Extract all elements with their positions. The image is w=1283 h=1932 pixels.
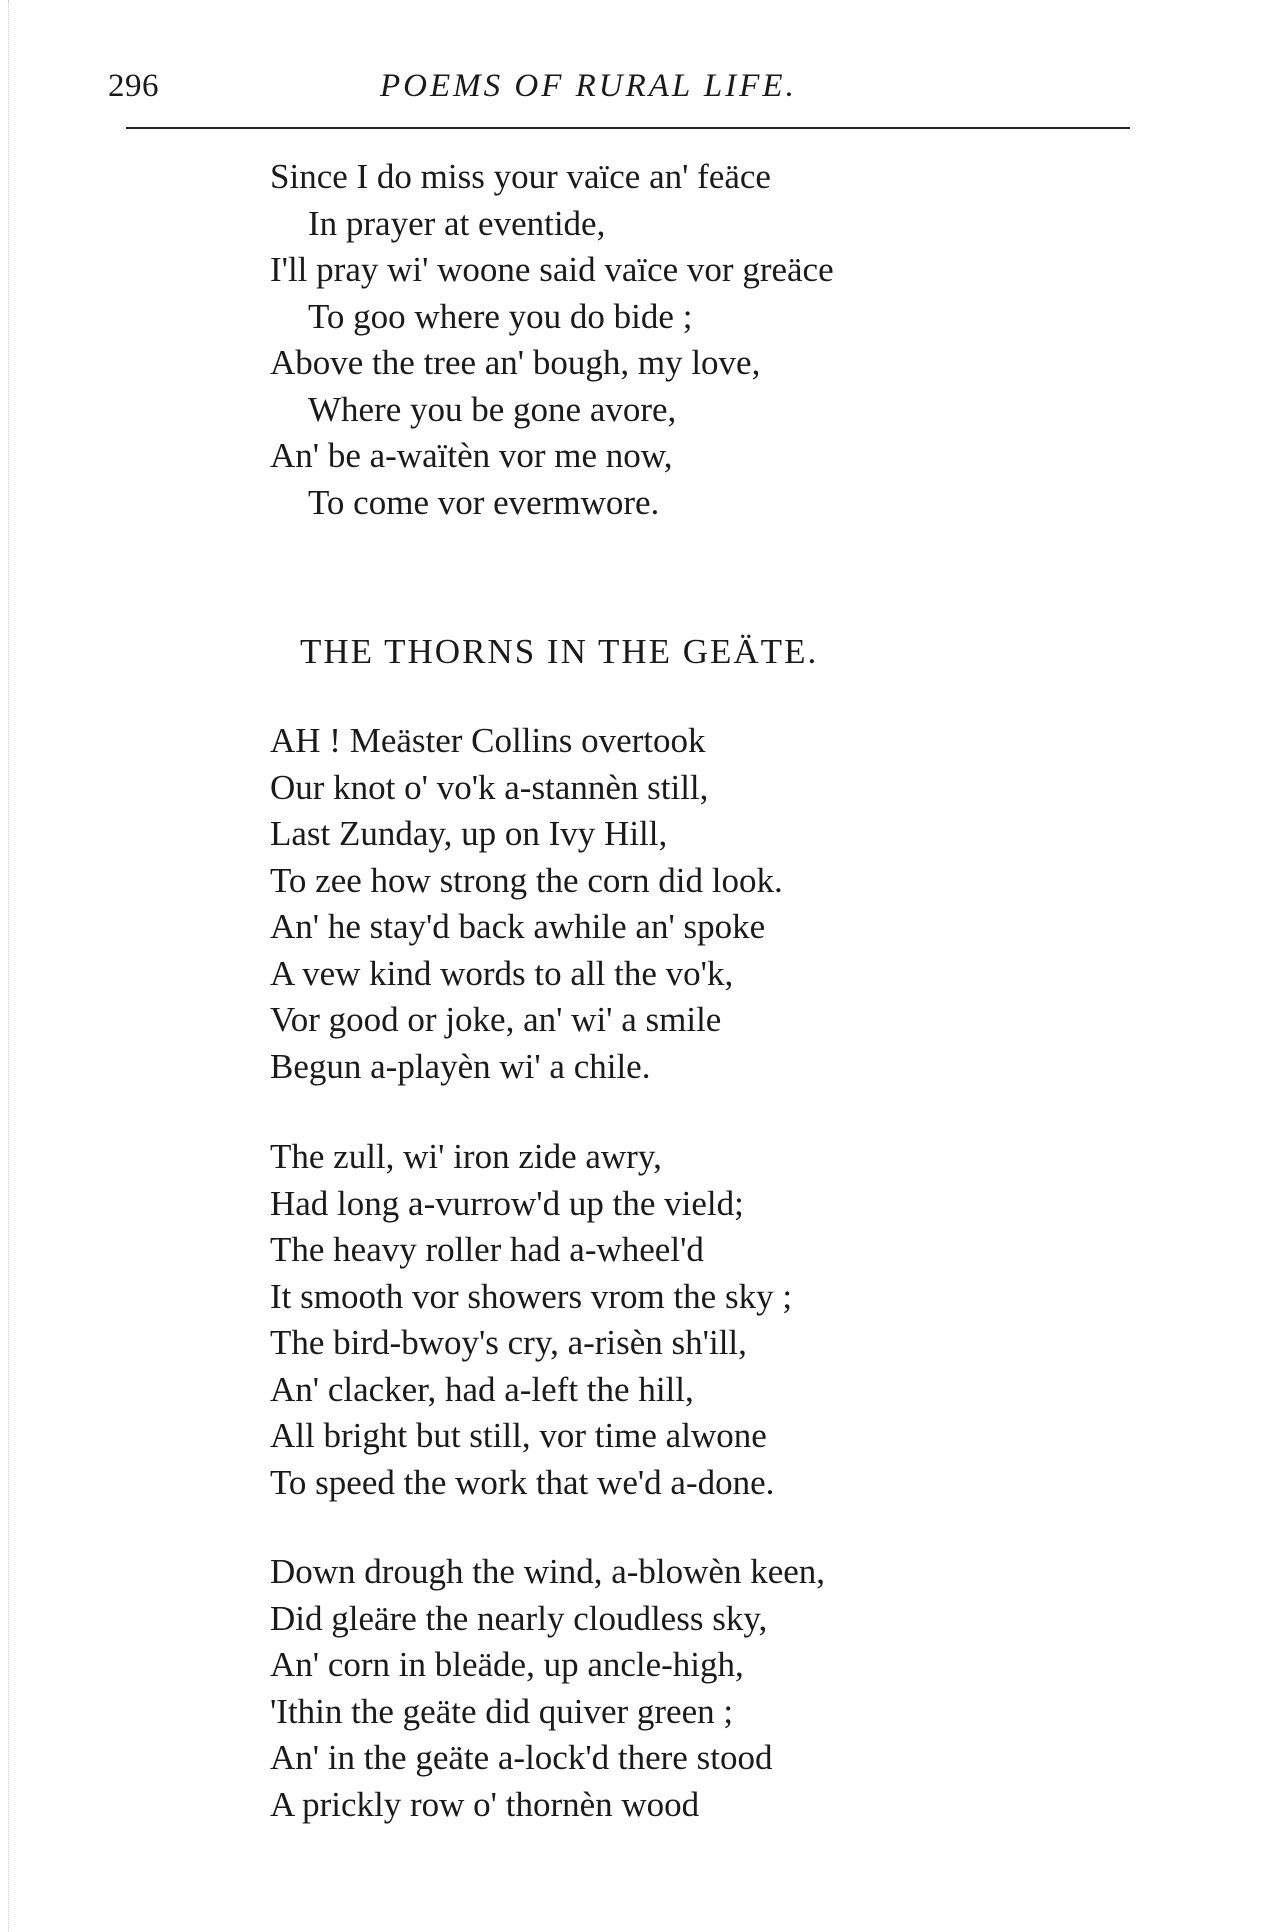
running-title: POEMS OF RURAL LIFE.: [380, 68, 797, 104]
poem-line: To zee how strong the corn did look.: [270, 860, 783, 900]
poem-line: The bird-bwoy's cry, a-risèn sh'ill,: [270, 1323, 747, 1362]
poem-line: I'll pray wi' woone said vaïce vor greäce: [270, 250, 834, 289]
poem-line: Our knot o' vo'k a-stannèn still,: [270, 767, 709, 807]
poem-line: Above the tree an' bough, my love,: [270, 343, 761, 382]
header-rule: [126, 127, 1130, 129]
poem-line: The heavy roller had a-wheel'd: [270, 1230, 704, 1269]
poem-line: Down drough the wind, a-blowèn keen,: [270, 1552, 826, 1591]
poem-line: To come vor evermwore.: [308, 482, 660, 522]
poem-line: Last Zunday, up on Ivy Hill,: [270, 814, 668, 853]
poem-line: 'Ithin the geäte did quiver green ;: [270, 1691, 734, 1731]
poem-line: Did gleäre the nearly cloudless sky,: [270, 1598, 768, 1638]
poem-line: AH ! Meäster Collins overtook: [270, 721, 706, 760]
poem-line: Vor good or joke, an' wi' a smile: [270, 1000, 722, 1039]
poem-line: To speed the work that we'd a-done.: [270, 1462, 775, 1502]
stanza-1: [270, 718, 783, 1090]
poem-line: The zull, wi' iron zide awry,: [270, 1137, 662, 1176]
stanza-previous-poem-ending: [270, 154, 834, 526]
poem-line: A prickly row o' thornèn wood: [270, 1784, 700, 1824]
poem-line: It smooth vor showers vrom the sky ;: [270, 1276, 793, 1316]
poem-line: Begun a-playèn wi' a chile.: [270, 1046, 651, 1086]
poem-line: A vew kind words to all the vo'k,: [270, 953, 734, 993]
poem-line: An' clacker, had a-left the hill,: [270, 1369, 694, 1409]
page-number: 296: [108, 68, 159, 104]
poem-line: An' in the geäte a-lock'd there stood: [270, 1738, 773, 1777]
poem-line: In prayer at eventide,: [308, 203, 606, 243]
poem-line: An' he stay'd back awhile an' spoke: [270, 907, 766, 946]
poem-line: Where you be gone avore,: [308, 389, 677, 429]
poem-line: Had long a-vurrow'd up the vield;: [270, 1183, 744, 1223]
poem-line: An' corn in bleäde, up ancle-high,: [270, 1645, 744, 1684]
page-gutter-dots: [8, 0, 9, 1932]
poem-line: An' be a-waïtèn vor me now,: [270, 436, 673, 475]
poem-line: Since I do miss your vaïce an' feäce: [270, 157, 771, 196]
stanza-3: [270, 1549, 825, 1828]
stanza-2: [270, 1134, 792, 1506]
poem-line: All bright but still, vor time alwone: [270, 1416, 767, 1455]
poem-line: To goo where you do bide ;: [308, 296, 693, 336]
poem-title: THE THORNS IN THE GEÄTE.: [300, 632, 819, 671]
